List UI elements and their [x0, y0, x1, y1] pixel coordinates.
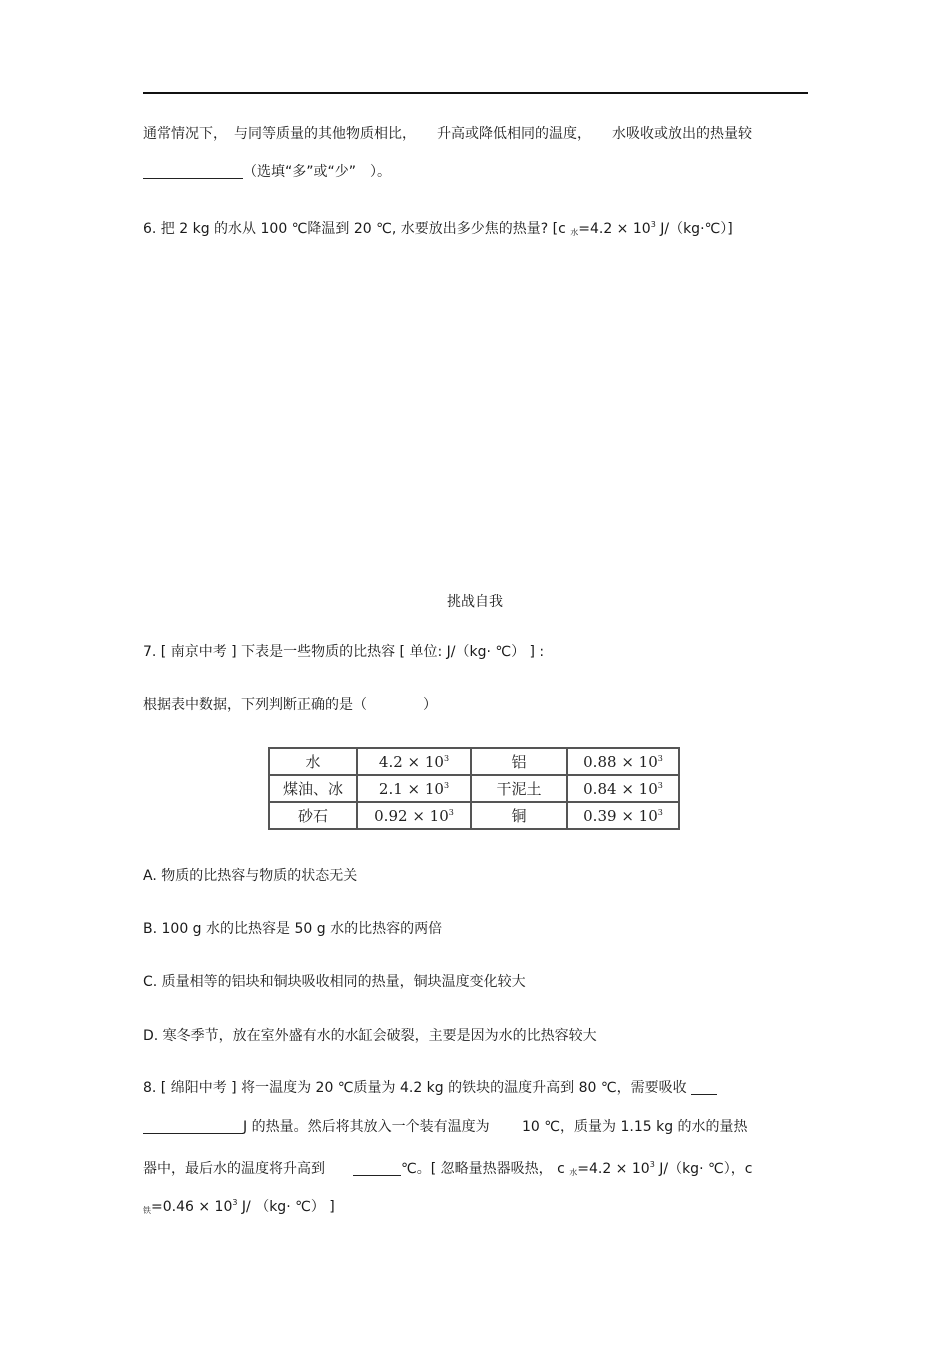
q8-line-2: [143, 1117, 748, 1137]
specific-heat-value: [357, 748, 471, 775]
q6-sub: 水: [570, 228, 579, 237]
option-d: D. 寒冬季节，放在室外盛有水的水缸会破裂，主要是因为水的比热容较大: [143, 1028, 597, 1044]
q7-prompt: 根据表中数据，下列判断正确的是（ ）: [143, 697, 437, 713]
times-ten: × 10: [402, 752, 444, 771]
specific-heat-table: [268, 747, 680, 830]
q8-line-3c: =4.2 × 10: [577, 1161, 650, 1177]
value-mantissa: 0.84: [583, 779, 617, 798]
option-b: B. 100 g 水的比热容是 50 g 水的比热容的两倍: [143, 921, 443, 937]
answer-blank-1b[interactable]: [143, 1117, 243, 1134]
table-row: [269, 802, 679, 829]
q8-line-4a: =0.46 × 10: [151, 1199, 233, 1215]
q8-sup-1: 3: [649, 1160, 655, 1169]
substance-name: 煤油、冰: [269, 775, 357, 802]
section-title: 挑战自我: [447, 594, 503, 610]
substance-name: 砂石: [269, 802, 357, 829]
answer-blank[interactable]: [143, 162, 243, 179]
value-exponent: 3: [657, 753, 663, 763]
q8-line-3d: J/（kg· ℃），c: [654, 1161, 753, 1177]
q6-mid: =4.2 × 10: [578, 221, 651, 237]
value-mantissa: 0.92: [374, 806, 408, 825]
q8-line-3: [143, 1155, 752, 1183]
value-mantissa: 0.88: [583, 752, 617, 771]
substance-name: 铝: [471, 748, 567, 775]
q8-line-1: [143, 1078, 717, 1098]
q8-sub-water: 水: [569, 1168, 578, 1177]
times-ten: × 10: [616, 806, 658, 825]
q8-line-3a: 器中，最后水的温度将升高到: [143, 1161, 353, 1177]
answer-blank-1a[interactable]: [691, 1078, 717, 1095]
q8-line-4b: J/ （kg· ℃） ]: [237, 1199, 335, 1215]
top-rule: [143, 92, 808, 94]
q5-line-1: 通常情况下， 与同等质量的其他物质相比， 升高或降低相同的温度， 水吸收或放出的热量较: [143, 126, 752, 142]
q5-line-2: [143, 162, 391, 182]
times-ten: × 10: [616, 779, 658, 798]
value-exponent: 3: [657, 807, 663, 817]
q8-line-4: [143, 1193, 335, 1221]
specific-heat-value: [567, 748, 679, 775]
table-row: [269, 748, 679, 775]
times-ten: × 10: [616, 752, 658, 771]
substance-name: 水: [269, 748, 357, 775]
value-exponent: 3: [448, 807, 454, 817]
value-exponent: 3: [657, 780, 663, 790]
substance-name: 干泥土: [471, 775, 567, 802]
q7-stem: 7. [ 南京中考 ] 下表是一些物质的比热容 [ 单位: J/（kg· ℃） ] :: [143, 644, 545, 660]
value-mantissa: 4.2: [378, 752, 403, 771]
value-exponent: 3: [443, 753, 450, 763]
q5-suffix: （选填“多”或“少” ）。: [243, 164, 392, 180]
specific-heat-value: [357, 775, 471, 802]
q6-stem: 6. 把 2 kg 的水从 100 ℃降温到 20 ℃, 水要放出多少焦的热量? [c: [143, 221, 571, 237]
value-exponent: 3: [443, 780, 450, 790]
value-mantissa: 0.39: [583, 806, 617, 825]
value-mantissa: 2.1: [378, 779, 403, 798]
specific-heat-value: [567, 802, 679, 829]
q8-sup-2: 3: [232, 1198, 238, 1207]
answer-blank-2[interactable]: [353, 1159, 401, 1176]
q6-text: [143, 215, 733, 243]
q6-unit: J/（kg·℃）]: [655, 221, 733, 237]
specific-heat-value: [357, 802, 471, 829]
option-c: C. 质量相等的铝块和铜块吸收相同的热量，铜块温度变化较大: [143, 974, 526, 990]
table-row: [269, 775, 679, 802]
q8-line-2-text: J 的热量。然后将其放入一个装有温度为 10 ℃，质量为 1.15 kg 的水的量热: [243, 1119, 748, 1135]
specific-heat-value: [567, 775, 679, 802]
q6-sup: 3: [650, 220, 656, 229]
option-a: A. 物质的比热容与物质的状态无关: [143, 868, 358, 884]
q8-sub-iron: 铁: [143, 1206, 151, 1215]
times-ten: × 10: [407, 806, 449, 825]
times-ten: × 10: [402, 779, 444, 798]
q8-line-1-text: 8. [ 绵阳中考 ] 将一温度为 20 ℃质量为 4.2 kg 的铁块的温度升高到 80 ℃，需要吸收: [143, 1080, 687, 1096]
substance-name: 铜: [471, 802, 567, 829]
q8-line-3b: ℃。[ 忽略量热器吸热， c: [401, 1161, 570, 1177]
